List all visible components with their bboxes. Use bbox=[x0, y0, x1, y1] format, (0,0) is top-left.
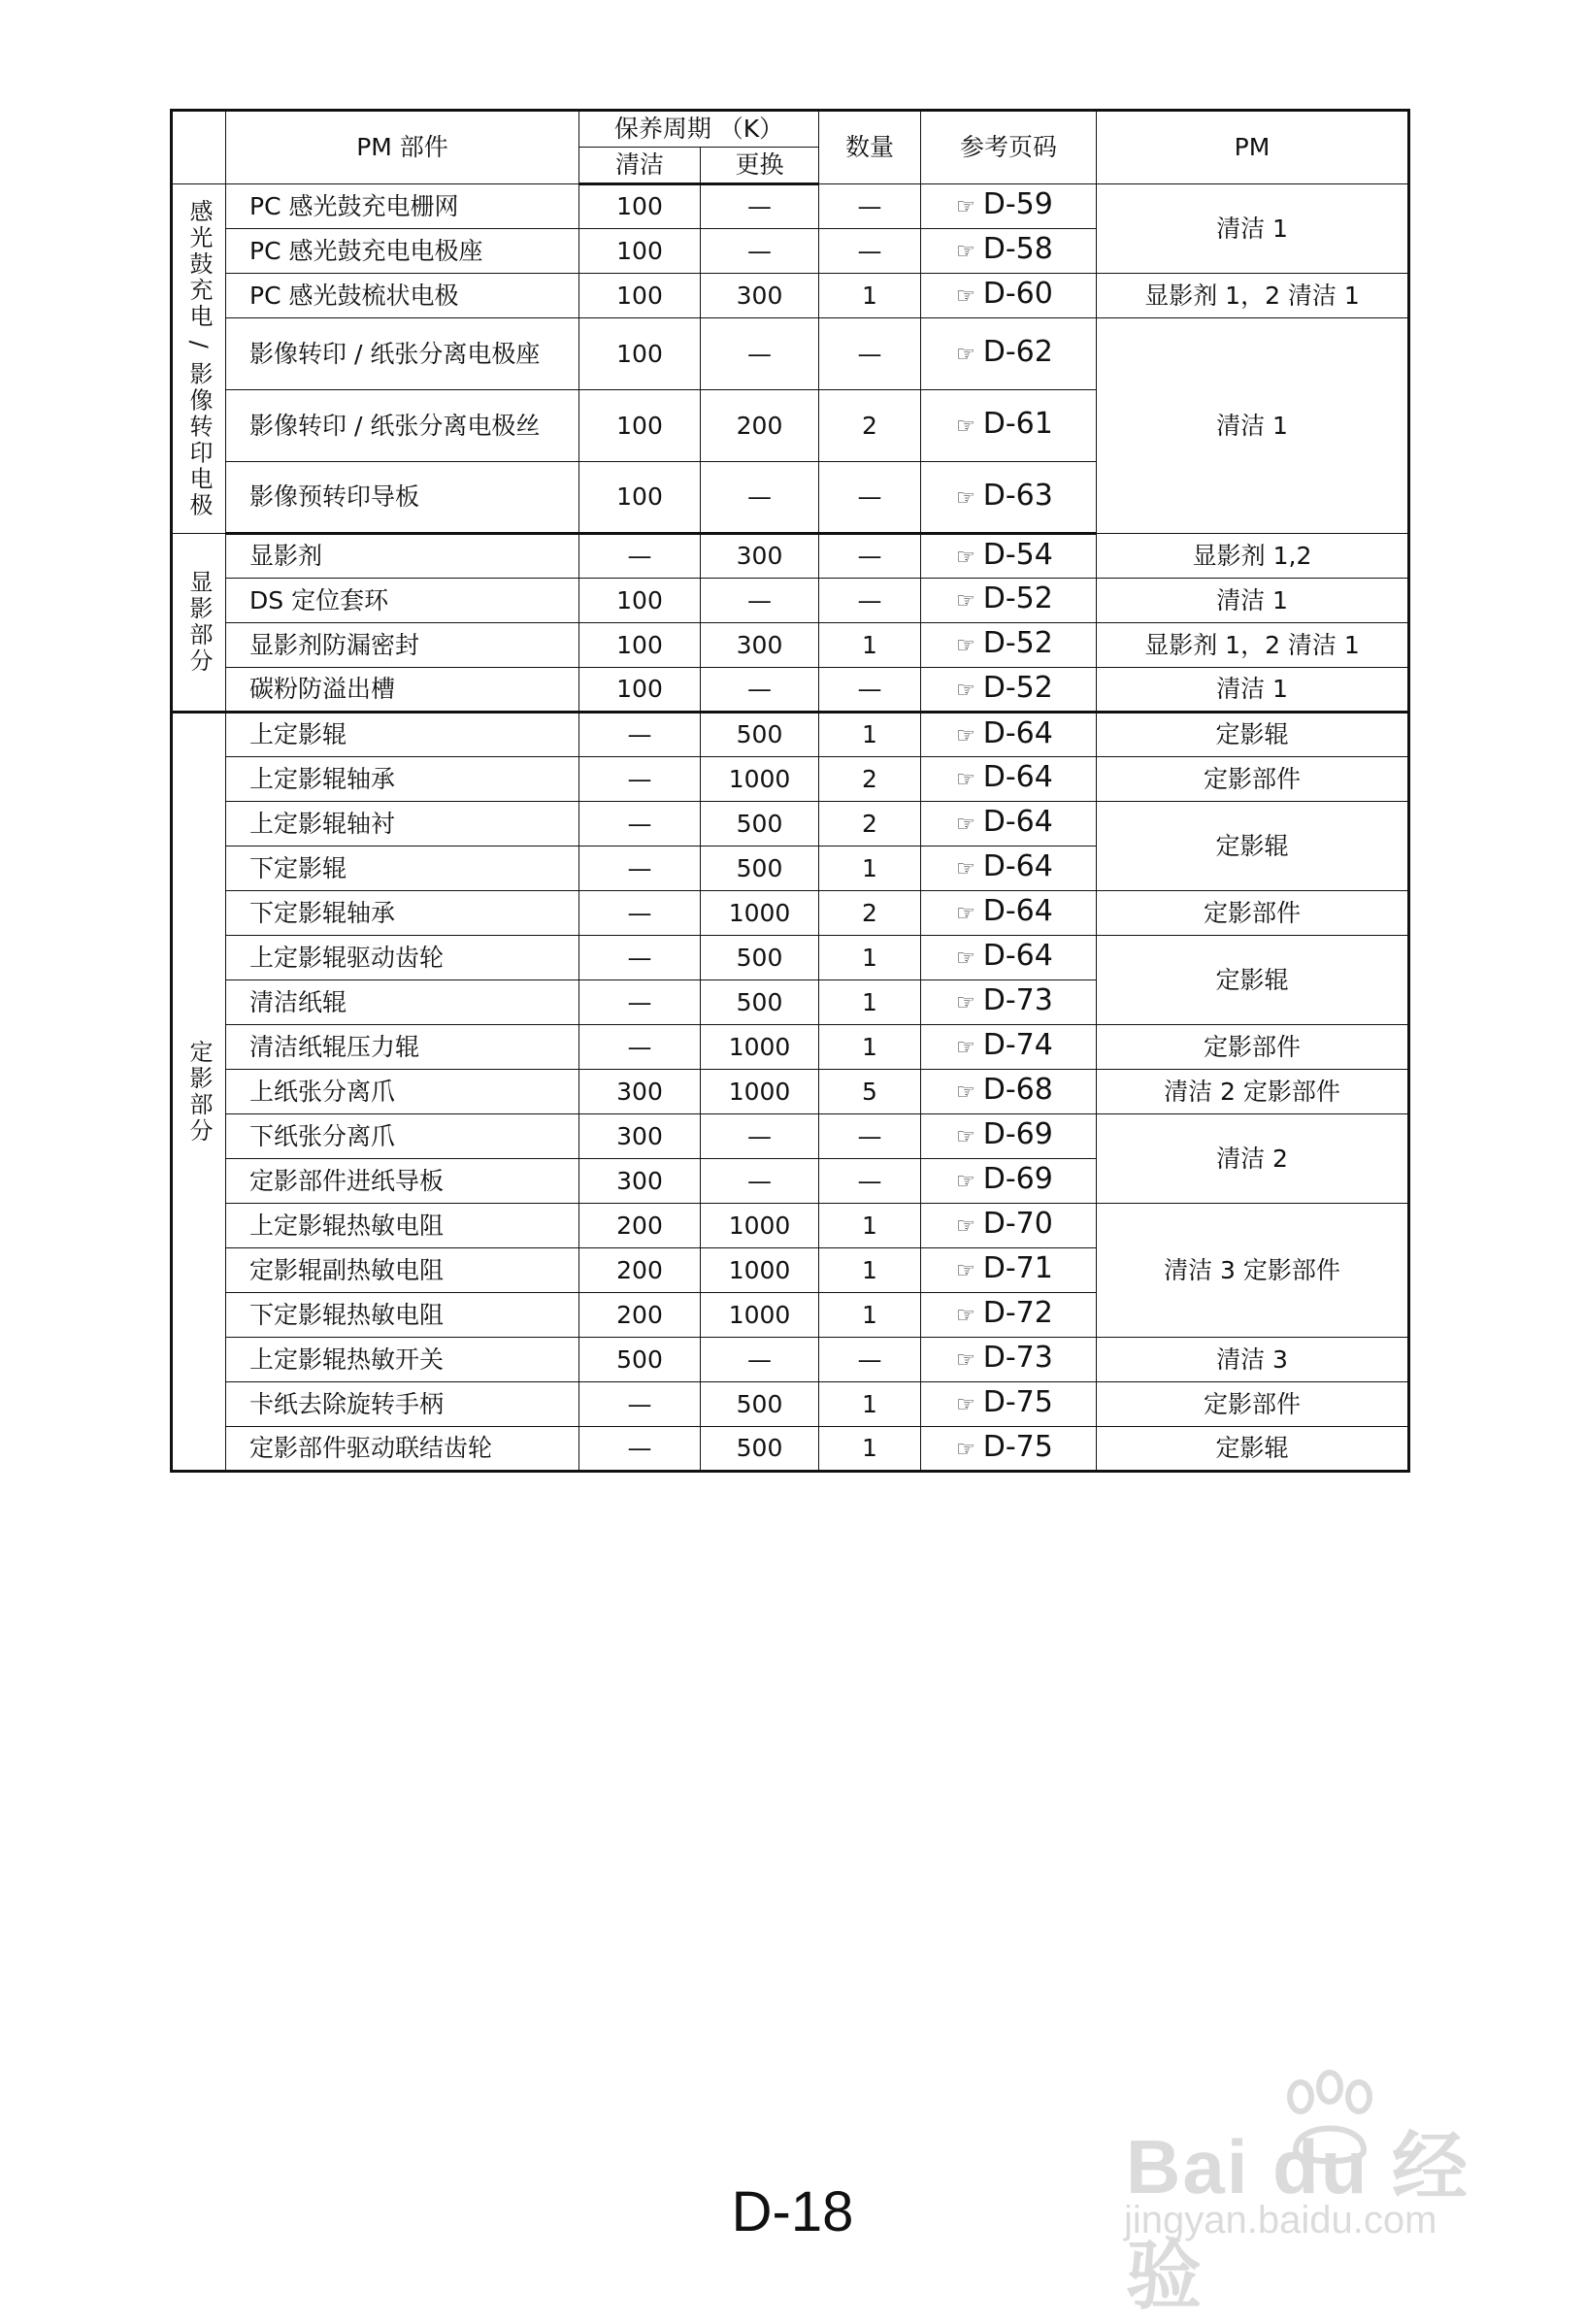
clean-cycle: — bbox=[579, 980, 701, 1025]
baidu-jingyan-watermark bbox=[1106, 2068, 1534, 2318]
group-label: 显影部分 bbox=[172, 534, 226, 713]
clean-cycle: — bbox=[579, 1382, 701, 1427]
pm-category: 定影辊 bbox=[1097, 713, 1409, 757]
reference-page-label: D-64 bbox=[982, 894, 1053, 928]
reference-page-label: D-63 bbox=[982, 478, 1053, 513]
quantity: 1 bbox=[819, 1204, 921, 1248]
reference-page-label: D-62 bbox=[982, 335, 1053, 369]
part-name: 影像转印 / 纸张分离电极丝 bbox=[226, 390, 579, 462]
pointing-hand-icon: ☞ bbox=[956, 1170, 975, 1194]
ref-header: 参考页码 bbox=[921, 111, 1097, 184]
table-row bbox=[172, 1070, 1409, 1114]
part-name: PC 感光鼓梳状电极 bbox=[226, 274, 579, 318]
replace-cycle: — bbox=[701, 1159, 819, 1204]
reference-page bbox=[921, 1248, 1097, 1293]
pointing-hand-icon: ☞ bbox=[956, 857, 975, 881]
reference-page-label: D-61 bbox=[982, 407, 1053, 441]
quantity: 2 bbox=[819, 891, 921, 936]
reference-page-label: D-64 bbox=[982, 939, 1053, 973]
reference-page-label: D-74 bbox=[982, 1028, 1053, 1062]
replace-header: 更换 bbox=[701, 148, 819, 184]
quantity: 2 bbox=[819, 757, 921, 802]
pointing-hand-icon: ☞ bbox=[956, 1125, 975, 1149]
replace-cycle: 500 bbox=[701, 1427, 819, 1472]
table-row bbox=[172, 1427, 1409, 1472]
pm-category: 清洁 1 bbox=[1097, 184, 1409, 274]
pointing-hand-icon: ☞ bbox=[956, 415, 975, 439]
reference-page bbox=[921, 184, 1097, 229]
quantity: 1 bbox=[819, 623, 921, 668]
pointing-hand-icon: ☞ bbox=[956, 902, 975, 926]
part-name: 上定影辊轴衬 bbox=[226, 802, 579, 847]
reference-page-label: D-64 bbox=[982, 715, 1053, 750]
replace-cycle: 500 bbox=[701, 1382, 819, 1427]
reference-page-label: D-73 bbox=[982, 1341, 1053, 1375]
reference-page-label: D-69 bbox=[982, 1117, 1053, 1151]
reference-page bbox=[921, 891, 1097, 936]
pointing-hand-icon: ☞ bbox=[956, 813, 975, 837]
pm-header: PM bbox=[1097, 111, 1409, 184]
pm-category: 清洁 2 定影部件 bbox=[1097, 1070, 1409, 1114]
part-name: 显影剂 bbox=[226, 534, 579, 579]
group-label: 定影部分 bbox=[172, 713, 226, 1472]
pointing-hand-icon: ☞ bbox=[956, 1348, 975, 1373]
replace-cycle: — bbox=[701, 318, 819, 390]
watermark-url: jingyan.baidu.com bbox=[1124, 2199, 1437, 2241]
pointing-hand-icon: ☞ bbox=[956, 1080, 975, 1105]
part-name: DS 定位套环 bbox=[226, 579, 579, 623]
reference-page bbox=[921, 1025, 1097, 1070]
clean-cycle: — bbox=[579, 757, 701, 802]
reference-page-label: D-59 bbox=[982, 187, 1053, 221]
table-row bbox=[172, 1382, 1409, 1427]
replace-cycle: 500 bbox=[701, 980, 819, 1025]
clean-cycle: 100 bbox=[579, 668, 701, 713]
part-name: 上定影辊轴承 bbox=[226, 757, 579, 802]
reference-page bbox=[921, 1204, 1097, 1248]
reference-page bbox=[921, 1070, 1097, 1114]
reference-page bbox=[921, 668, 1097, 713]
pm-category: 定影部件 bbox=[1097, 1025, 1409, 1070]
clean-cycle: 100 bbox=[579, 274, 701, 318]
pointing-hand-icon: ☞ bbox=[956, 240, 975, 264]
pointing-hand-icon: ☞ bbox=[956, 723, 975, 748]
pm-maintenance-table bbox=[170, 109, 1410, 1473]
part-name: 显影剂防漏密封 bbox=[226, 623, 579, 668]
reference-page bbox=[921, 713, 1097, 757]
pm-category: 定影部件 bbox=[1097, 757, 1409, 802]
quantity: — bbox=[819, 462, 921, 534]
pointing-hand-icon: ☞ bbox=[956, 284, 975, 309]
pm-category: 定影部件 bbox=[1097, 891, 1409, 936]
pointing-hand-icon: ☞ bbox=[956, 1437, 975, 1462]
quantity: 1 bbox=[819, 1293, 921, 1338]
part-name: 上纸张分离爪 bbox=[226, 1070, 579, 1114]
table-row bbox=[172, 274, 1409, 318]
quantity: 1 bbox=[819, 1025, 921, 1070]
table-row bbox=[172, 1338, 1409, 1382]
pointing-hand-icon: ☞ bbox=[956, 768, 975, 792]
reference-page-label: D-68 bbox=[982, 1073, 1053, 1107]
replace-cycle: 500 bbox=[701, 802, 819, 847]
pointing-hand-icon: ☞ bbox=[956, 946, 975, 971]
reference-page bbox=[921, 847, 1097, 891]
pm-category: 清洁 1 bbox=[1097, 318, 1409, 534]
replace-cycle: 300 bbox=[701, 274, 819, 318]
pm-category: 显影剂 1，2 清洁 1 bbox=[1097, 623, 1409, 668]
pointing-hand-icon: ☞ bbox=[956, 343, 975, 367]
table-row bbox=[172, 579, 1409, 623]
clean-cycle: 300 bbox=[579, 1070, 701, 1114]
reference-page bbox=[921, 390, 1097, 462]
reference-page bbox=[921, 318, 1097, 390]
clean-cycle: — bbox=[579, 713, 701, 757]
reference-page-label: D-52 bbox=[982, 670, 1053, 705]
reference-page bbox=[921, 1293, 1097, 1338]
reference-page-label: D-64 bbox=[982, 805, 1053, 839]
reference-page-label: D-58 bbox=[982, 232, 1053, 266]
reference-page-label: D-69 bbox=[982, 1162, 1053, 1196]
table-row bbox=[172, 184, 1409, 229]
replace-cycle: — bbox=[701, 462, 819, 534]
pointing-hand-icon: ☞ bbox=[956, 485, 975, 511]
table-row bbox=[172, 1025, 1409, 1070]
reference-page bbox=[921, 1382, 1097, 1427]
part-name: 定影部件驱动联结齿轮 bbox=[226, 1427, 579, 1472]
reference-page bbox=[921, 1114, 1097, 1159]
part-name: 清洁纸辊 bbox=[226, 980, 579, 1025]
clean-cycle: 100 bbox=[579, 579, 701, 623]
reference-page-label: D-52 bbox=[982, 626, 1053, 660]
clean-cycle: 200 bbox=[579, 1204, 701, 1248]
reference-page bbox=[921, 462, 1097, 534]
cycle-header: 保养周期 （K） bbox=[579, 111, 819, 148]
table-row bbox=[172, 1204, 1409, 1248]
quantity: — bbox=[819, 229, 921, 274]
clean-cycle: 100 bbox=[579, 229, 701, 274]
quantity: 1 bbox=[819, 713, 921, 757]
reference-page-label: D-70 bbox=[982, 1207, 1053, 1241]
part-name: PC 感光鼓充电电极座 bbox=[226, 229, 579, 274]
part-name: PC 感光鼓充电栅网 bbox=[226, 184, 579, 229]
pm-category: 定影辊 bbox=[1097, 1427, 1409, 1472]
part-name: 下定影辊轴承 bbox=[226, 891, 579, 936]
clean-cycle: 100 bbox=[579, 184, 701, 229]
pm-category: 清洁 2 bbox=[1097, 1114, 1409, 1204]
replace-cycle: — bbox=[701, 579, 819, 623]
reference-page-label: D-64 bbox=[982, 849, 1053, 883]
quantity: 1 bbox=[819, 274, 921, 318]
quantity: — bbox=[819, 184, 921, 229]
reference-page-label: D-72 bbox=[982, 1296, 1053, 1330]
pm-category: 清洁 1 bbox=[1097, 579, 1409, 623]
replace-cycle: 500 bbox=[701, 713, 819, 757]
clean-cycle: 100 bbox=[579, 623, 701, 668]
clean-cycle: 300 bbox=[579, 1159, 701, 1204]
reference-page bbox=[921, 802, 1097, 847]
table-row bbox=[172, 713, 1409, 757]
pointing-hand-icon: ☞ bbox=[956, 1304, 975, 1328]
clean-cycle: 500 bbox=[579, 1338, 701, 1382]
replace-cycle: — bbox=[701, 1114, 819, 1159]
part-name: 影像预转印导板 bbox=[226, 462, 579, 534]
replace-cycle: 200 bbox=[701, 390, 819, 462]
reference-page bbox=[921, 1338, 1097, 1382]
reference-page bbox=[921, 936, 1097, 980]
watermark-logo: Bai du 经验 bbox=[1126, 2124, 1470, 2318]
reference-page-label: D-64 bbox=[982, 760, 1053, 794]
replace-cycle: 500 bbox=[701, 936, 819, 980]
table-row bbox=[172, 1114, 1409, 1159]
reference-page bbox=[921, 757, 1097, 802]
table-row bbox=[172, 802, 1409, 847]
pm-category: 定影辊 bbox=[1097, 936, 1409, 1025]
replace-cycle: 1000 bbox=[701, 891, 819, 936]
pm-category: 清洁 3 定影部件 bbox=[1097, 1204, 1409, 1338]
quantity: 1 bbox=[819, 980, 921, 1025]
quantity: — bbox=[819, 1159, 921, 1204]
clean-cycle: — bbox=[579, 1025, 701, 1070]
table-row bbox=[172, 534, 1409, 579]
part-name: 下纸张分离爪 bbox=[226, 1114, 579, 1159]
pointing-hand-icon: ☞ bbox=[956, 195, 975, 219]
replace-cycle: 1000 bbox=[701, 757, 819, 802]
quantity: 1 bbox=[819, 1382, 921, 1427]
pointing-hand-icon: ☞ bbox=[956, 1259, 975, 1283]
part-name: 卡纸去除旋转手柄 bbox=[226, 1382, 579, 1427]
clean-cycle: — bbox=[579, 534, 701, 579]
pm-category: 显影剂 1，2 清洁 1 bbox=[1097, 274, 1409, 318]
reference-page bbox=[921, 623, 1097, 668]
reference-page-label: D-75 bbox=[982, 1385, 1053, 1419]
quantity: — bbox=[819, 534, 921, 579]
group-label: 感光鼓充电 / 影像转印电极 bbox=[172, 184, 226, 534]
part-name: 下定影辊热敏电阻 bbox=[226, 1293, 579, 1338]
quantity: — bbox=[819, 668, 921, 713]
replace-cycle: 1000 bbox=[701, 1070, 819, 1114]
clean-cycle: 200 bbox=[579, 1248, 701, 1293]
quantity: 2 bbox=[819, 802, 921, 847]
pm-category: 定影辊 bbox=[1097, 802, 1409, 891]
part-header: PM 部件 bbox=[226, 111, 579, 184]
clean-header: 清洁 bbox=[579, 148, 701, 184]
pm-category: 清洁 3 bbox=[1097, 1338, 1409, 1382]
reference-page bbox=[921, 274, 1097, 318]
quantity: — bbox=[819, 1338, 921, 1382]
clean-cycle: 300 bbox=[579, 1114, 701, 1159]
replace-cycle: — bbox=[701, 1338, 819, 1382]
clean-cycle: — bbox=[579, 891, 701, 936]
replace-cycle: — bbox=[701, 229, 819, 274]
clean-cycle: — bbox=[579, 1427, 701, 1472]
reference-page bbox=[921, 579, 1097, 623]
replace-cycle: 1000 bbox=[701, 1248, 819, 1293]
part-name: 清洁纸辊压力辊 bbox=[226, 1025, 579, 1070]
pointing-hand-icon: ☞ bbox=[956, 1393, 975, 1417]
part-name: 上定影辊驱动齿轮 bbox=[226, 936, 579, 980]
reference-page-label: D-54 bbox=[982, 537, 1053, 572]
quantity: — bbox=[819, 318, 921, 390]
table-row bbox=[172, 668, 1409, 713]
table-row bbox=[172, 623, 1409, 668]
quantity: 5 bbox=[819, 1070, 921, 1114]
qty-header: 数量 bbox=[819, 111, 921, 184]
reference-page-label: D-73 bbox=[982, 983, 1053, 1017]
reference-page bbox=[921, 1159, 1097, 1204]
clean-cycle: 100 bbox=[579, 462, 701, 534]
part-name: 上定影辊 bbox=[226, 713, 579, 757]
pointing-hand-icon: ☞ bbox=[956, 589, 975, 614]
quantity: — bbox=[819, 579, 921, 623]
part-name: 上定影辊热敏电阻 bbox=[226, 1204, 579, 1248]
quantity: 1 bbox=[819, 847, 921, 891]
part-name: 上定影辊热敏开关 bbox=[226, 1338, 579, 1382]
pointing-hand-icon: ☞ bbox=[956, 545, 975, 570]
quantity: 1 bbox=[819, 1427, 921, 1472]
clean-cycle: 100 bbox=[579, 390, 701, 462]
pointing-hand-icon: ☞ bbox=[956, 634, 975, 658]
page-number: D-18 bbox=[731, 2180, 854, 2243]
pointing-hand-icon: ☞ bbox=[956, 991, 975, 1015]
reference-page-label: D-60 bbox=[982, 277, 1053, 311]
reference-page-label: D-52 bbox=[982, 581, 1053, 615]
part-name: 碳粉防溢出槽 bbox=[226, 668, 579, 713]
clean-cycle: — bbox=[579, 936, 701, 980]
replace-cycle: — bbox=[701, 184, 819, 229]
clean-cycle: 100 bbox=[579, 318, 701, 390]
replace-cycle: 500 bbox=[701, 847, 819, 891]
clean-cycle: 200 bbox=[579, 1293, 701, 1338]
reference-page bbox=[921, 229, 1097, 274]
clean-cycle: — bbox=[579, 802, 701, 847]
quantity: 1 bbox=[819, 936, 921, 980]
pointing-hand-icon: ☞ bbox=[956, 1214, 975, 1239]
replace-cycle: 1000 bbox=[701, 1293, 819, 1338]
pm-category: 显影剂 1,2 bbox=[1097, 534, 1409, 579]
quantity: 2 bbox=[819, 390, 921, 462]
table-row bbox=[172, 891, 1409, 936]
part-name: 下定影辊 bbox=[226, 847, 579, 891]
reference-page bbox=[921, 534, 1097, 579]
group-header-blank bbox=[172, 111, 226, 184]
pointing-hand-icon: ☞ bbox=[956, 678, 975, 703]
part-name: 定影部件进纸导板 bbox=[226, 1159, 579, 1204]
reference-page bbox=[921, 1427, 1097, 1472]
replace-cycle: — bbox=[701, 668, 819, 713]
quantity: 1 bbox=[819, 1248, 921, 1293]
pm-category: 清洁 1 bbox=[1097, 668, 1409, 713]
reference-page-label: D-71 bbox=[982, 1251, 1053, 1285]
replace-cycle: 1000 bbox=[701, 1204, 819, 1248]
clean-cycle: — bbox=[579, 847, 701, 891]
reference-page-label: D-75 bbox=[982, 1429, 1053, 1464]
table-row bbox=[172, 318, 1409, 390]
table-row bbox=[172, 757, 1409, 802]
part-name: 影像转印 / 纸张分离电极座 bbox=[226, 318, 579, 390]
table-row bbox=[172, 936, 1409, 980]
quantity: — bbox=[819, 1114, 921, 1159]
replace-cycle: 300 bbox=[701, 534, 819, 579]
replace-cycle: 300 bbox=[701, 623, 819, 668]
reference-page bbox=[921, 980, 1097, 1025]
replace-cycle: 1000 bbox=[701, 1025, 819, 1070]
part-name: 定影辊副热敏电阻 bbox=[226, 1248, 579, 1293]
pm-category: 定影部件 bbox=[1097, 1382, 1409, 1427]
pointing-hand-icon: ☞ bbox=[956, 1036, 975, 1060]
